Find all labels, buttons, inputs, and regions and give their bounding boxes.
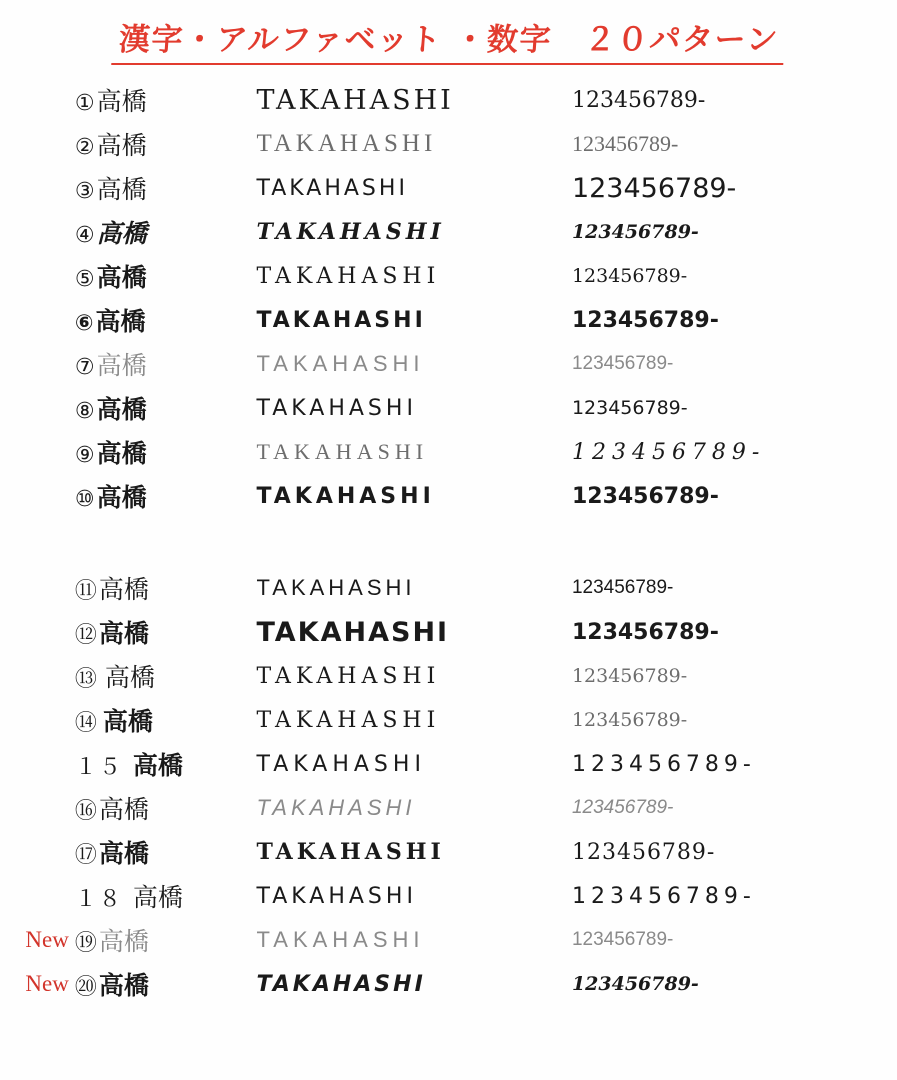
pattern-index: ⑯ bbox=[74, 799, 97, 824]
pattern-kanji: 高橋 bbox=[96, 352, 147, 380]
list-item bbox=[0, 166, 897, 210]
pattern-kanji: 高橋 bbox=[96, 133, 147, 160]
pattern-kanji: 高橋 bbox=[98, 928, 149, 956]
pattern-kanji: 高橋 bbox=[104, 663, 155, 692]
pattern-label bbox=[75, 570, 257, 606]
pattern-kanji: 高橋 bbox=[96, 439, 147, 468]
pattern-digits: 123456789- bbox=[571, 131, 679, 156]
pattern-label bbox=[75, 746, 257, 782]
pattern-index: ① bbox=[74, 91, 95, 116]
list-item bbox=[0, 430, 897, 474]
pattern-alphabet: TAKAHASHI bbox=[256, 795, 416, 820]
list-item bbox=[0, 698, 897, 742]
pattern-kanji: 高橋 bbox=[96, 175, 147, 204]
pattern-index: ③ bbox=[74, 179, 95, 204]
pattern-alphabet: TAKAHASHI bbox=[256, 439, 429, 464]
pattern-digits: 123456789- bbox=[571, 709, 688, 731]
pattern-alphabet: TAKAHASHI bbox=[256, 927, 425, 952]
pattern-alphabet: TAKAHASHI bbox=[256, 751, 426, 777]
pattern-digits: 123456789- bbox=[571, 221, 699, 243]
pattern-kanji: 高橋 bbox=[98, 619, 149, 648]
pattern-alphabet: TAKAHASHI bbox=[256, 395, 417, 421]
pattern-label bbox=[75, 346, 257, 382]
pattern-digits: 123456789- bbox=[571, 87, 706, 113]
pattern-index: ⑲ bbox=[74, 931, 97, 956]
pattern-index: ⑬ bbox=[74, 667, 97, 692]
pattern-kanji: 高橋 bbox=[98, 795, 149, 824]
pattern-label bbox=[75, 878, 257, 914]
pattern-alphabet: TAKAHASHI bbox=[256, 707, 441, 733]
pattern-kanji: 高橋 bbox=[98, 839, 149, 868]
list-item bbox=[0, 786, 897, 830]
pattern-label bbox=[75, 126, 257, 162]
pattern-alphabet: TAKAHASHI bbox=[256, 175, 408, 201]
pattern-label bbox=[75, 834, 257, 870]
pattern-index: ⑳ bbox=[74, 975, 97, 1000]
pattern-kanji: 高橋 bbox=[95, 307, 146, 336]
list-item bbox=[0, 962, 897, 1006]
pattern-digits: 123456789- bbox=[571, 883, 756, 909]
pattern-label bbox=[75, 702, 257, 738]
list-item bbox=[0, 298, 897, 342]
list-item bbox=[0, 874, 897, 918]
list-item bbox=[0, 342, 897, 386]
pattern-alphabet: TAKAHASHI bbox=[256, 263, 441, 289]
pattern-alphabet: TAKAHASHI bbox=[256, 839, 445, 865]
pattern-label bbox=[75, 922, 257, 958]
pattern-alphabet: TAKAHASHI bbox=[256, 883, 417, 909]
pattern-label bbox=[75, 302, 257, 338]
list-item bbox=[0, 610, 897, 654]
pattern-kanji: 高橋 bbox=[96, 263, 147, 292]
pattern-label bbox=[75, 790, 257, 826]
list-item bbox=[0, 210, 897, 254]
pattern-index: １５ bbox=[74, 755, 123, 780]
pattern-index: ⑦ bbox=[74, 355, 95, 380]
pattern-label bbox=[75, 170, 257, 206]
pattern-index: ⑭ bbox=[74, 711, 97, 736]
pattern-digits: 123456789- bbox=[571, 172, 737, 204]
pattern-kanji: 高橋 bbox=[96, 395, 147, 424]
page-title-container bbox=[0, 14, 897, 65]
pattern-index: ⑤ bbox=[74, 267, 95, 292]
pattern-alphabet: TAKAHASHI bbox=[256, 219, 445, 245]
pattern-index: ④ bbox=[74, 223, 95, 248]
list-item bbox=[0, 386, 897, 430]
pattern-kanji: 高橋 bbox=[96, 87, 147, 116]
pattern-digits: 123456789- bbox=[571, 265, 688, 287]
pattern-digits: 123456789- bbox=[571, 751, 756, 777]
new-badge: New bbox=[25, 971, 69, 996]
pattern-digits: 123456789- bbox=[571, 483, 719, 509]
list-item bbox=[0, 254, 897, 298]
pattern-kanji: 高橋 bbox=[102, 707, 153, 736]
pattern-index: ⑥ bbox=[74, 311, 94, 336]
pattern-alphabet: TAKAHASHI bbox=[256, 575, 416, 600]
pattern-alphabet: TAKAHASHI bbox=[256, 971, 426, 997]
pattern-alphabet: TAKAHASHI bbox=[256, 307, 426, 333]
list-item bbox=[0, 566, 897, 610]
page-title: 漢字・アルファベット ・数字 ２０パターン bbox=[111, 14, 786, 65]
pattern-label bbox=[75, 82, 257, 118]
pattern-index: ⑫ bbox=[74, 623, 97, 648]
list-item bbox=[0, 654, 897, 698]
new-badge: New bbox=[25, 927, 69, 952]
pattern-label bbox=[75, 478, 257, 514]
pattern-index: ⑧ bbox=[74, 399, 95, 424]
list-item bbox=[0, 918, 897, 962]
pattern-index: １８ bbox=[74, 887, 123, 912]
pattern-index: ⑪ bbox=[74, 579, 97, 604]
pattern-label bbox=[75, 258, 257, 294]
pattern-alphabet: TAKAHASHI bbox=[256, 616, 450, 648]
list-item bbox=[0, 830, 897, 874]
pattern-digits: 123456789- bbox=[571, 839, 716, 865]
pattern-digits: 123456789- bbox=[571, 307, 719, 333]
pattern-digits: 123456789- bbox=[571, 665, 688, 687]
pattern-list bbox=[0, 78, 897, 1006]
pattern-digits: 123456789- bbox=[571, 929, 674, 950]
pattern-index: ⑩ bbox=[74, 487, 95, 512]
pattern-kanji: 高橋 bbox=[96, 483, 147, 512]
pattern-label bbox=[75, 434, 257, 470]
pattern-index: ⑨ bbox=[74, 443, 95, 468]
pattern-alphabet: TAKAHASHI bbox=[256, 84, 454, 116]
pattern-digits: 123456789- bbox=[571, 397, 688, 419]
pattern-label bbox=[75, 658, 257, 694]
pattern-digits: 123456789- bbox=[571, 353, 674, 374]
pattern-alphabet: TAKAHASHI bbox=[256, 351, 425, 376]
pattern-label bbox=[75, 214, 257, 250]
pattern-kanji: 高橋 bbox=[96, 219, 147, 248]
pattern-digits: 123456789- bbox=[571, 439, 766, 465]
pattern-alphabet: TAKAHASHI bbox=[256, 483, 435, 509]
pattern-digits: 123456789- bbox=[571, 619, 719, 645]
list-item bbox=[0, 474, 897, 518]
pattern-index: ⑰ bbox=[74, 843, 97, 868]
pattern-kanji: 高橋 bbox=[98, 971, 149, 1000]
pattern-digits: 123456789- bbox=[571, 577, 674, 598]
pattern-label bbox=[75, 614, 257, 650]
pattern-label bbox=[75, 966, 257, 1002]
pattern-kanji: 高橋 bbox=[132, 751, 183, 780]
list-item bbox=[0, 122, 897, 166]
pattern-index: ② bbox=[74, 135, 95, 160]
pattern-kanji: 高橋 bbox=[132, 883, 183, 912]
pattern-label bbox=[75, 390, 257, 426]
pattern-alphabet: TAKAHASHI bbox=[256, 663, 441, 689]
pattern-digits: 123456789- bbox=[571, 973, 699, 995]
pattern-kanji: 高橋 bbox=[98, 575, 149, 604]
pattern-digits: 123456789- bbox=[571, 797, 674, 818]
list-item bbox=[0, 742, 897, 786]
pattern-alphabet: TAKAHASHI bbox=[256, 130, 437, 157]
list-item bbox=[0, 78, 897, 122]
